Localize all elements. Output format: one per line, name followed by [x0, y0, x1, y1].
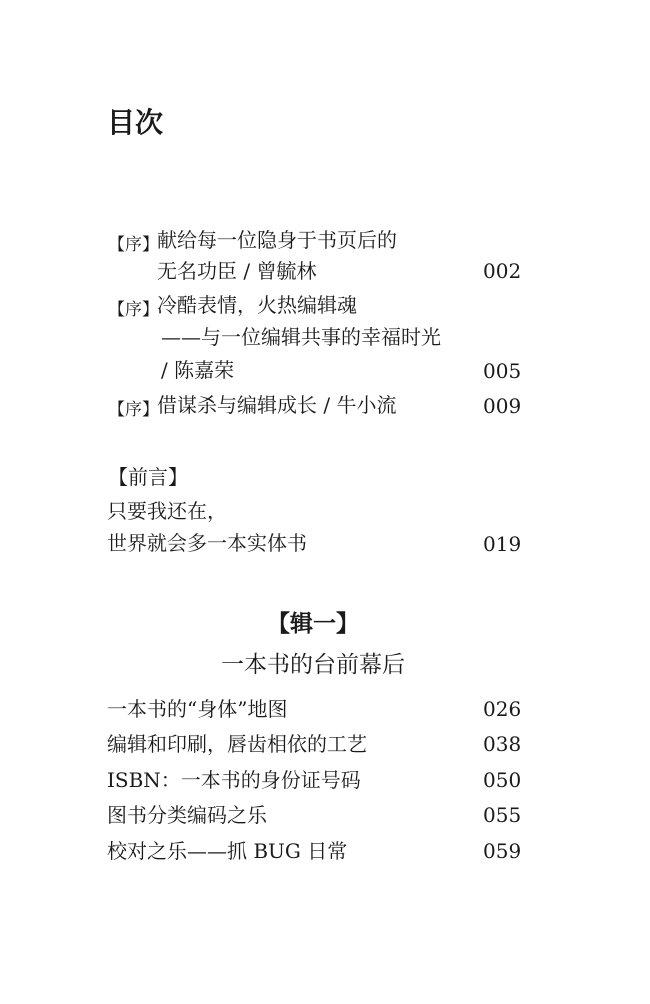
toc-entry: ISBN：一本书的身份证号码 [107, 768, 361, 792]
page-number: 009 [483, 394, 522, 418]
toc-entry: 一本书的“身体”地图 [107, 697, 288, 721]
page-number: 026 [483, 697, 522, 721]
preface-title: 献给每一位隐身于书页后的 [157, 228, 397, 252]
toc-entry: 编辑和印刷，唇齿相依的工艺 [107, 732, 367, 756]
preface-mark: 【序】 [108, 235, 159, 255]
preface-author: / 陈嘉荣 [161, 358, 235, 382]
preface-mark: 【序】 [108, 300, 159, 320]
foreword-title-line2: 世界就会多一本实体书 [107, 531, 307, 555]
section-title: 一本书的台前幕后 [221, 652, 405, 678]
page-number: 005 [483, 359, 522, 383]
page-number: 019 [483, 532, 522, 556]
page-number: 055 [483, 803, 522, 827]
preface-title: 冷酷表情，火热编辑魂 [157, 293, 357, 317]
preface-author: 无名功臣 / 曾毓林 [157, 259, 317, 283]
page-title: 目次 [107, 106, 164, 139]
foreword-title-line1: 只要我还在， [107, 499, 227, 523]
page-number: 050 [483, 768, 522, 792]
preface-subtitle: ——与一位编辑共事的幸福时光 [161, 325, 441, 349]
page-number: 059 [483, 839, 522, 863]
foreword-label: 【前言】 [108, 465, 188, 489]
preface-mark: 【序】 [108, 400, 159, 420]
toc-entry: 校对之乐——抓 BUG 日常 [107, 839, 348, 863]
toc-entry: 图书分类编码之乐 [107, 803, 267, 827]
page-number: 002 [483, 259, 522, 283]
page-number: 038 [483, 732, 522, 756]
preface-title: 借谋杀与编辑成长 / 牛小流 [157, 393, 397, 417]
section-label: 【辑一】 [267, 610, 359, 637]
